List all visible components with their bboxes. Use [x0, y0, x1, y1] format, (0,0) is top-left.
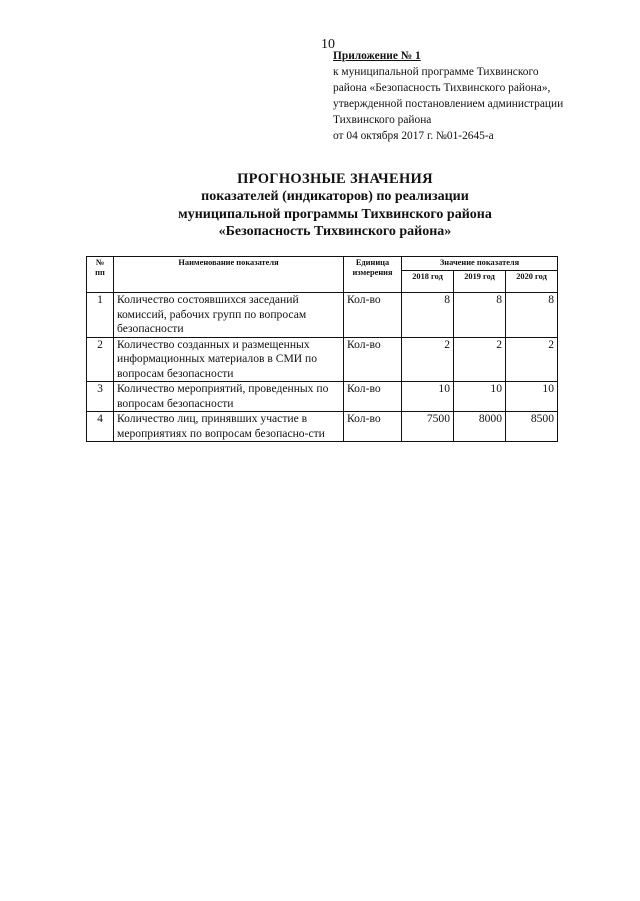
row-value-2020: 8500 — [506, 412, 558, 442]
row-unit: Кол-во — [344, 293, 402, 338]
document-heading — [100, 170, 570, 241]
header-year: 2019 год — [454, 271, 506, 293]
header-value: Значение показателя — [402, 257, 558, 271]
row-num: 3 — [87, 382, 114, 412]
row-num: 4 — [87, 412, 114, 442]
heading-subtitle: муниципальной программы Тихвинского района — [178, 206, 492, 222]
table-row — [87, 412, 558, 442]
row-name: Количество лиц, принявших участие в мероприятиях по вопросам безопасно-сти — [114, 412, 344, 442]
appendix-block — [333, 48, 563, 144]
table-row — [87, 293, 558, 338]
appendix-line: Тихвинского района — [333, 114, 432, 126]
row-value-2018: 7500 — [402, 412, 454, 442]
header-unit: Единица измерения — [344, 257, 402, 293]
appendix-line: утвержденной постановлением администрации — [333, 98, 564, 110]
row-name: Количество созданных и размещенных информационных материалов в СМИ по вопросам безопасности — [114, 337, 344, 382]
row-value-2019: 2 — [454, 337, 506, 382]
appendix-title: Приложение № 1 — [333, 50, 421, 62]
row-value-2020: 2 — [506, 337, 558, 382]
row-unit: Кол-во — [344, 337, 402, 382]
header-name: Наименование показателя — [114, 257, 344, 293]
row-value-2020: 8 — [506, 293, 558, 338]
header-year: 2020 год — [506, 271, 558, 293]
row-name: Количество мероприятий, проведенных по вопросам безопасности — [114, 382, 344, 412]
row-unit: Кол-во — [344, 382, 402, 412]
appendix-line: к муниципальной программе Тихвинского — [333, 66, 539, 78]
row-num: 2 — [87, 337, 114, 382]
appendix-line: от 04 октября 2017 г. №01-2645-а — [333, 130, 494, 142]
heading-subtitle: показателей (индикаторов) по реализации — [201, 189, 469, 204]
row-value-2019: 10 — [454, 382, 506, 412]
row-value-2018: 2 — [402, 337, 454, 382]
row-name: Количество состоявшихся заседаний комиссий, рабочих групп по вопросам безопасности — [114, 293, 344, 338]
row-value-2020: 10 — [506, 382, 558, 412]
header-year: 2018 год — [402, 271, 454, 293]
heading-subtitle: «Безопасность Тихвинского района» — [218, 224, 452, 239]
indicators-table — [86, 256, 558, 442]
row-value-2018: 8 — [402, 293, 454, 338]
table-row — [87, 337, 558, 382]
row-value-2019: 8 — [454, 293, 506, 338]
row-value-2019: 8000 — [454, 412, 506, 442]
row-unit: Кол-во — [344, 412, 402, 442]
row-value-2018: 10 — [402, 382, 454, 412]
header-num: № пп — [87, 257, 114, 293]
table-row — [87, 382, 558, 412]
heading-title: ПРОГНОЗНЫЕ ЗНАЧЕНИЯ — [237, 171, 433, 187]
appendix-line: района «Безопасность Тихвинского района», — [333, 82, 551, 94]
page-number: 10 — [321, 37, 335, 52]
row-num: 1 — [87, 293, 114, 338]
